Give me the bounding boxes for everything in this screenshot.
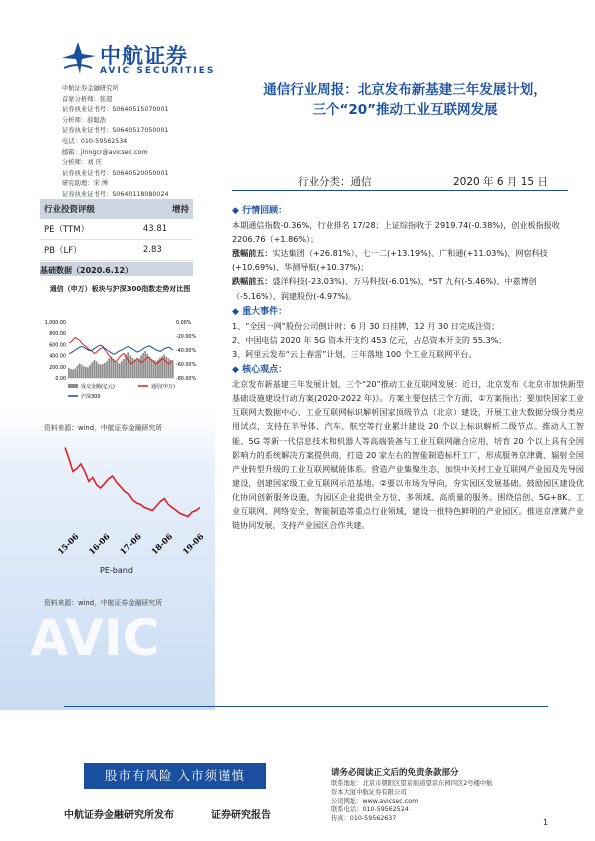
volume-bar <box>91 362 93 378</box>
industry-label: 行业分类：通信 <box>298 176 372 188</box>
analyst-line: 证券执业证书号：S0640520050001 <box>62 169 169 177</box>
volume-bar <box>108 358 110 378</box>
volume-bar <box>117 362 119 378</box>
heading-text: 重大事件： <box>242 306 288 317</box>
analyst-email: 邮箱：jlnngcr@avicsec.com <box>62 148 148 156</box>
event-item: 1、“全国一网”股份公司倒计时：6 月 30 日挂牌，12 月 30 日完成注资； <box>232 320 500 331</box>
footer-divider <box>64 706 548 707</box>
pe-band-tick: 17-06 <box>117 531 143 557</box>
volume-bar <box>172 361 174 378</box>
analyst-line: 研究助理：宋 博 <box>62 180 109 188</box>
analyst-line: 中航证券金融研究所 <box>62 85 119 92</box>
volume-bar <box>119 363 121 378</box>
losers-text: 盛洋科技(-23.03%)、万马科技(-6.01%)、*ST 九有(-5.46%)、中嘉博创（-5.16%）、润建股份(-4.97%)。 <box>232 276 537 301</box>
contact-phone: 联系电话：010-59562524 <box>331 806 409 814</box>
volume-bar <box>85 367 87 378</box>
contact-website: 公司网址：www.avicsec.com <box>331 797 419 805</box>
pe-band-label: PE-band <box>100 566 133 575</box>
volume-bar <box>140 356 142 378</box>
volume-bar <box>70 369 72 378</box>
volume-bar <box>121 361 123 378</box>
right-tick-label: -80.00% <box>176 377 197 382</box>
volume-bar <box>81 365 83 378</box>
left-tick-label: 400.00 <box>49 354 66 360</box>
volume-bar <box>72 370 74 378</box>
right-tick-label: -60.00% <box>176 363 197 368</box>
contact-address: 联系地址：北京市朝阳区望京街道望京东园四区2号楼中航 <box>331 780 493 787</box>
band-source: 资料来源：wind，中航证券金融研究所 <box>44 599 163 607</box>
volume-bar <box>89 365 91 378</box>
chart-title: 通信（申万）板块与沪深300指数走势对比图 <box>49 285 191 293</box>
legend-label: 通信(申万) <box>151 384 175 390</box>
contact-info <box>331 780 492 824</box>
left-tick-label: 0.00 <box>55 377 66 382</box>
volume-bar <box>142 353 144 378</box>
rating-value: 增持 <box>139 199 193 219</box>
table-row <box>40 240 193 261</box>
volume-bar <box>106 361 108 378</box>
volume-bar <box>113 359 115 378</box>
basic-data-label: 基础数据（2020.6.12） <box>40 266 134 275</box>
volume-bar <box>104 363 106 378</box>
events-heading: ◆ 重大事件： <box>232 306 288 317</box>
volume-bar <box>136 360 138 378</box>
heading-text: 行情回顾： <box>242 206 288 216</box>
volume-bar <box>127 352 129 378</box>
report-title-line2: 三个“20”推动工业互联网发展 <box>312 102 498 118</box>
right-tick-label: -40.00% <box>176 349 197 354</box>
left-tick-label: 200.00 <box>49 365 66 371</box>
pe-band-tick: 18-06 <box>149 531 175 557</box>
rating-label: 行业投资评级 <box>40 199 139 219</box>
volume-bar <box>168 358 170 378</box>
losers-line <box>232 274 584 302</box>
analyst-line: 证券执业证书号：S0640118080024 <box>62 190 169 198</box>
volume-bar <box>110 357 112 378</box>
analyst-line: 分析师：刘 庆 <box>62 159 102 167</box>
market-review <box>232 204 584 532</box>
views-heading: ◆ 核心观点： <box>232 365 288 376</box>
core-views-paragraph: 北京发布新基建三年发展计划，三个“20”推动工业互联网发展：近日，北京发布《北京市加快新型基础设施建设行动方案(2020-2022 年)》。方案主要包括三个方面，①方案指出：要加快国家工业互联网大数据中心、工业互联网标识解析国家顶级节点（北京）建设，开展工业大数据分级分类应用试点，支持在半导体、汽车、航空等行业累计建设 20 个以上标识解析二级节点。推动人工智能、5G 等新一代信息技术和机器人等高端装备与工业互联网融合应用，培育 20 个以上具有全国影响力的系统解决方案提供商，打造 20 家左右的智能制造标杆工厂，形成服务京津冀、辐射全国产业转型升级的工业互联网赋能体系。营造产业集聚生态，加快中关村工业互联网产业园及先导园建设，创建国家级工业互联网示范基地。②要以市场为导向，夯实园区发展基础。鼓励园区建设优化协同创新服务设施，为园区企业提供全方位、多领域、高质量的服务。围绕信创、5G+8K、工业互联网、网络安全、智能制造等重点行业领域，建设一批特色鲜明的产业园区。推进京津冀产业链协同发展，支持产业园区合作共建。 <box>232 379 584 531</box>
volume-bar <box>79 363 81 378</box>
volume-bar <box>83 366 85 378</box>
analyst-line: 首席分析师：张超 <box>62 95 113 103</box>
table-row <box>40 219 193 240</box>
legend-label: 成交金额(亿元) <box>81 384 115 390</box>
pe-value: 43.81 <box>139 219 193 240</box>
volume-bar <box>163 354 165 378</box>
analyst-line: 电话：010-59562534 <box>62 137 128 145</box>
report-type: 证券研究报告 <box>211 810 271 821</box>
legend-swatch <box>68 384 78 388</box>
contact-fax: 传真：010-59562637 <box>331 815 397 823</box>
volume-bar <box>115 361 117 378</box>
left-tick-label: 800.00 <box>49 332 66 338</box>
logo-text-cn: 中航证券 <box>100 44 188 68</box>
pe-band-chart <box>55 430 205 570</box>
volume-bar <box>129 356 131 378</box>
contact-address: 资本大厦中航证券有限公司 <box>331 788 407 796</box>
report-date: 2020 年 6 月 15 日 <box>453 176 548 188</box>
pe-band-tick: 15-06 <box>55 531 81 557</box>
volume-bar <box>100 365 102 378</box>
volume-bar <box>151 359 153 378</box>
volume-bar <box>96 361 98 378</box>
disclaimer-note: 请务必阅读正文后的免责条款部分 <box>331 768 459 778</box>
volume-bar <box>87 367 89 378</box>
volume-bar <box>98 363 100 378</box>
pe-band-tick: 19-06 <box>180 531 205 557</box>
rating-table-header <box>40 199 193 219</box>
publisher: 中航证券金融研究所发布 <box>64 810 174 821</box>
volume-bar <box>132 358 134 378</box>
market-review-heading: ◆ 行情回顾： <box>232 206 288 216</box>
left-tick-label: 1,000.00 <box>44 321 66 326</box>
volume-bar <box>144 351 146 378</box>
legend-label: 沪深300 <box>81 394 101 400</box>
volume-bar <box>123 359 125 378</box>
volume-bar <box>102 364 104 378</box>
pe-line <box>65 448 200 517</box>
pb-value: 2.83 <box>139 240 193 261</box>
analyst-line: 证券执业证书号：S0640517050001 <box>62 127 169 135</box>
pe-label: PE（TTM） <box>40 219 139 240</box>
gainers-label: 涨幅前五： <box>232 248 273 259</box>
pb-label: PB（LF） <box>40 240 139 261</box>
volume-bar <box>93 360 95 378</box>
analyst-line: 分析师：薛聪浩 <box>62 116 107 124</box>
analyst-info <box>62 84 168 201</box>
volume-bar <box>149 357 151 378</box>
risk-warning: 股市有风险 入市须谨慎 <box>84 763 266 789</box>
volume-bar <box>76 366 78 378</box>
chart-source: 资料来源：wind，中航证券金融研究所 <box>44 424 163 432</box>
right-tick-label: -20.00% <box>176 335 197 340</box>
analyst-line: 证券执业证书号：S0640515070001 <box>62 106 169 114</box>
pe-band-tick: 16-06 <box>86 531 112 557</box>
svg-text:AVIC: AVIC <box>30 609 160 667</box>
header-divider <box>232 190 568 191</box>
volume-bar <box>68 368 70 378</box>
right-tick-label: 0.00% <box>176 321 192 326</box>
index-comparison-chart <box>36 318 206 418</box>
avic-logo-icon <box>58 40 98 76</box>
market-summary: 本期通信指数-0.36%，行业排名 17/28；上证综指收于 2919.74(-0.38%)，创业板指报收 2206.76（+1.86%）； <box>232 220 560 245</box>
heading-text: 核心观点： <box>242 365 288 376</box>
series-line-2 <box>69 345 173 354</box>
logo-text-en: AVIC SECURITIES <box>100 66 216 76</box>
rating-table <box>40 199 193 261</box>
gainers-line <box>232 246 584 274</box>
left-tick-label: 600.00 <box>49 343 66 349</box>
losers-label: 跌幅前五： <box>232 276 273 287</box>
volume-bar <box>166 357 168 378</box>
volume-bar <box>74 368 76 378</box>
report-title-line1: 通信行业周报：北京发布新基建三年发展计划， <box>263 82 547 98</box>
event-item: 2、中国电信 2020 年 5G 资本开支约 453 亿元，占总资本开支的 55.3%； <box>232 334 507 345</box>
event-item: 3、阿里云发布“云上春雷”计划，三年落地 100 个工业互联网平台。 <box>232 348 477 359</box>
gainers-text: 实达集团（+26.81%）、七一二(+13.19%)、广和通(+11.03%)、网宿科技(+10.69%)、华测导航(+10.37%)； <box>232 248 548 273</box>
page-number: 1 <box>543 818 549 827</box>
